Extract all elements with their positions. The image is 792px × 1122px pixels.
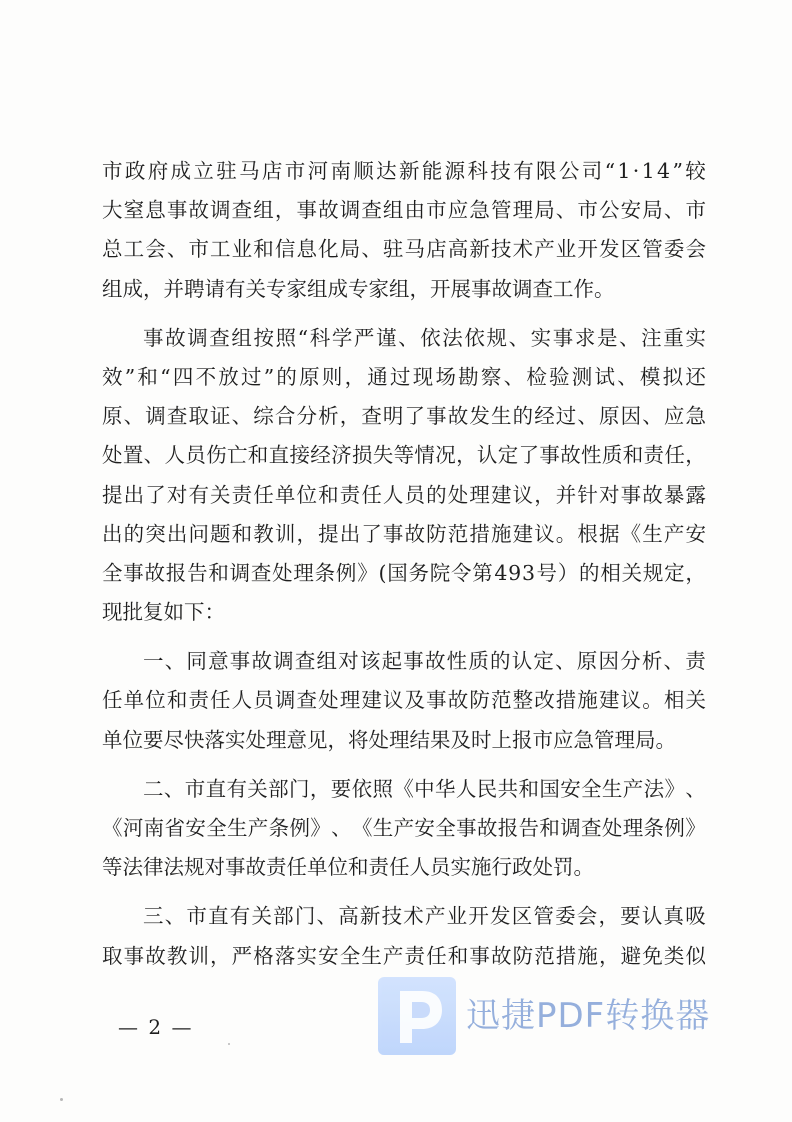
page-number: — 2 — <box>118 1015 194 1039</box>
text-line: 事 故 调 查 组 按 照 “ 科 学 严 谨 、 依 法 依 规 、 实 事 求 是 、 注 重 实 <box>143 325 706 350</box>
text-line: 市 政 府 成 立 驻 马 店 市 河 南 顺 达 新 能 源 科 技 有 限 公 司 “ 1 · 1 4 ” 较 <box>102 159 706 183</box>
watermark-text: 迅捷PDF转换器 <box>466 996 711 1036</box>
scan-speck <box>228 1043 230 1045</box>
text-line: 出 的 突 出 问 题 和 教 训 ， 提 出 了 事 故 防 范 措 施 建 议 。 根 据 《 生 产 安 <box>102 521 706 546</box>
text-line: 三 、 市 直 有 关 部 门 、 高 新 技 术 产 业 开 发 区 管 委 会 ， 要 认 真 吸 <box>143 904 706 929</box>
text-line: 现批复如下： <box>102 600 225 625</box>
text-line: 全 事 故 报 告 和 调 查 处 理 条 例 》 ( 国 务 院 令 第 4 9 3 号 ） 的 相 关 规 定 ， <box>102 560 706 585</box>
watermark <box>378 977 710 1055</box>
text-line: 等法律法规对事故责任单位和责任人员实施行政处罚。 <box>102 855 594 880</box>
text-line: 效 ” 和 “ 四 不 放 过 ” 的 原 则 ， 通 过 现 场 勘 察 、 检 验 测 试 、 模 拟 还 <box>102 364 706 389</box>
text-line: 提 出 了 对 有 关 责 任 单 位 和 责 任 人 员 的 处 理 建 议 ， 并 针 对 事 故 暴 露 <box>102 482 706 507</box>
pdf-converter-logo-icon <box>378 977 456 1055</box>
scan-speck <box>60 1098 63 1101</box>
text-line: 大 窒 息 事 故 调 查 组 ， 事 故 调 查 组 由 市 应 急 管 理 局 、 市 公 安 局 、 市 <box>102 198 706 223</box>
text-line: 组成，并聘请有关专家组成专家组，开展事故调查工作。 <box>102 276 615 301</box>
text-line: 处 置 、 人 员 伤 亡 和 直 接 经 济 损 失 等 情 况 ， 认 定 了 事 故 性 质 和 责 任 ， <box>102 443 706 468</box>
text-line: 单位要尽快落实处理意见，将处理结果及时上报市应急管理局。 <box>102 727 676 752</box>
text-line: 一 、 同 意 事 故 调 查 组 对 该 起 事 故 性 质 的 认 定 、 原 因 分 析 、 责 <box>143 649 706 674</box>
text-line: 《 河 南 省 安 全 生 产 条 例 》 、 《 生 产 安 全 事 故 报 告 和 调 查 处 理 条 例 》 <box>102 816 706 840</box>
text-line: 二 、 市 直 有 关 部 门 ， 要 依 照 《 中 华 人 民 共 和 国 安 全 生 产 法 》 、 <box>143 776 706 801</box>
text-line: 取 事 故 教 训 ， 严 格 落 实 安 全 生 产 责 任 和 事 故 防 范 措 施 ， 避 免 类 似 <box>102 943 706 968</box>
text-line: 原 、 调 查 取 证 、 综 合 分 析 ， 查 明 了 事 故 发 生 的 经 过 、 原 因 、 应 急 <box>102 404 706 429</box>
document-body <box>102 152 706 976</box>
text-line: 任 单 位 和 责 任 人 员 调 查 处 理 建 议 及 事 故 防 范 整 改 措 施 建 议 。 相 关 <box>102 688 706 713</box>
text-line: 总 工 会 、 市 工 业 和 信 息 化 局 、 驻 马 店 高 新 技 术 产 业 开 发 区 管 委 会 <box>102 237 706 262</box>
